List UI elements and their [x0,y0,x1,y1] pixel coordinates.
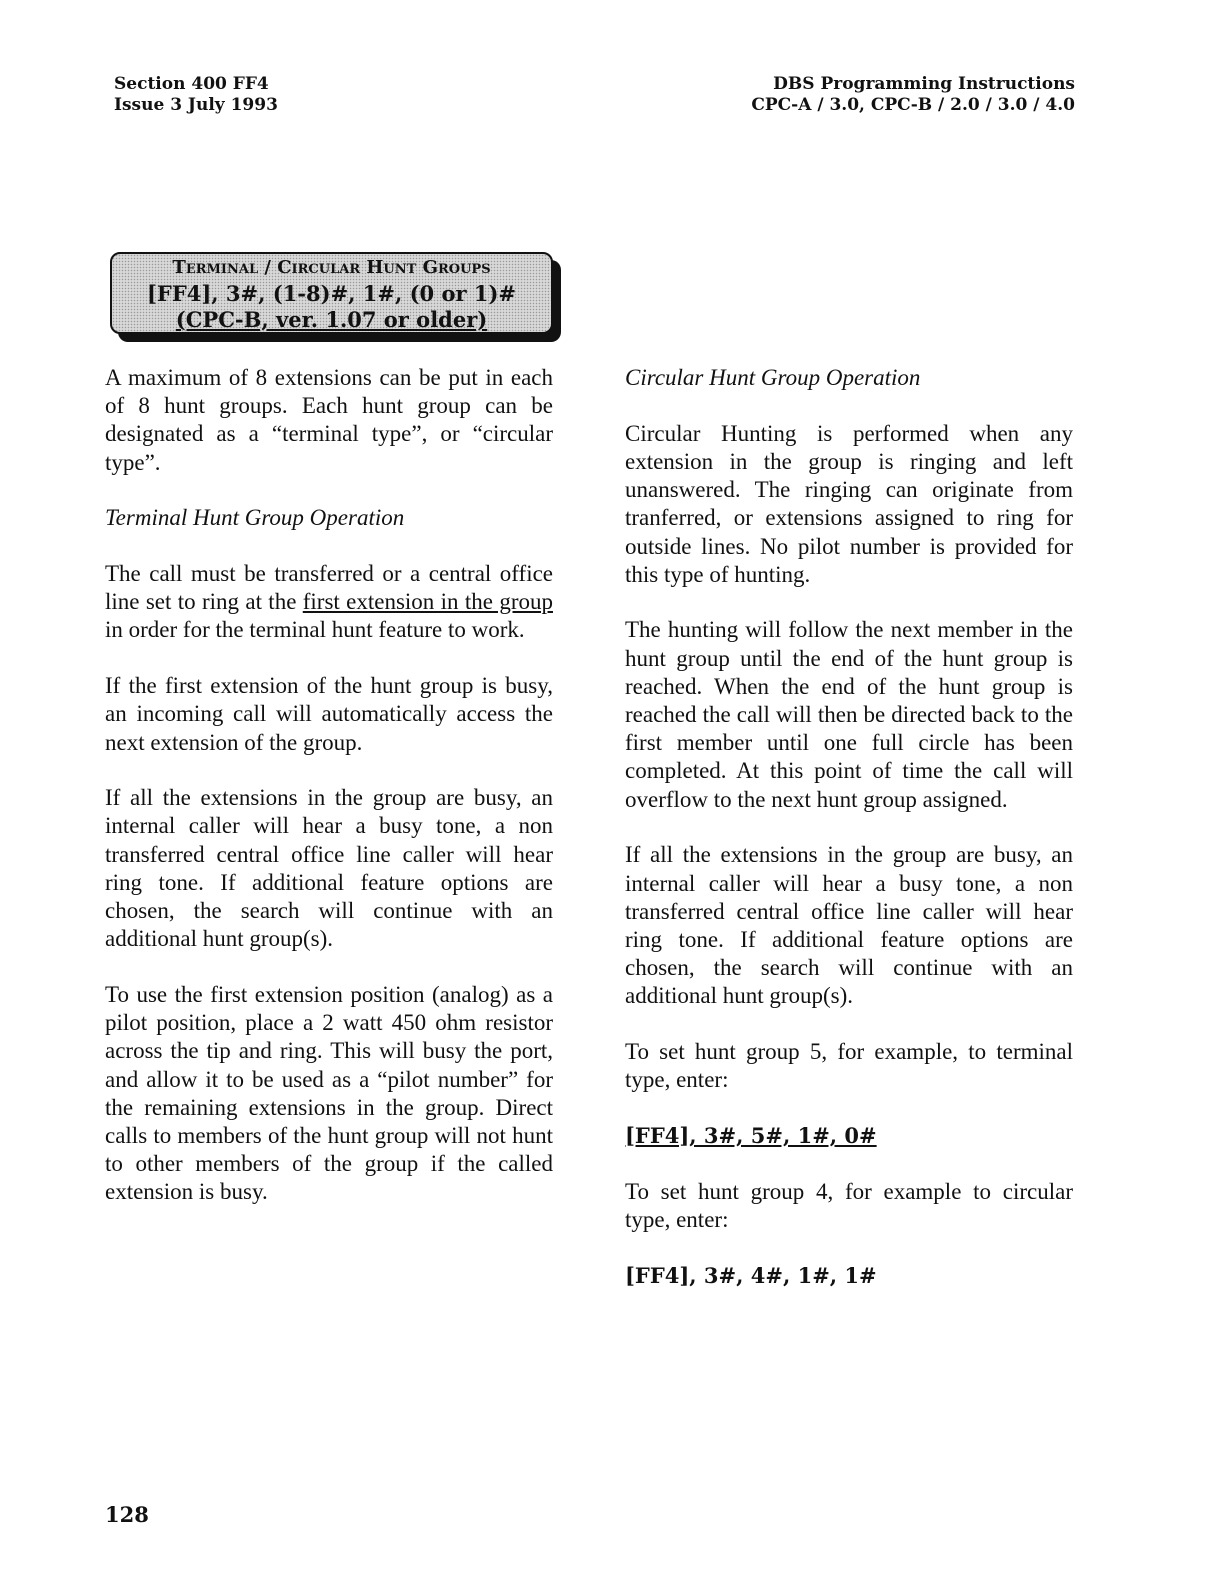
circular-paragraph-3: If all the extensions in the group are busy, an internal caller will hear a busy tone, a non transferred central office line caller will hear ring tone. If additional feature options are chosen, the search will continue with an additional hunt group(s). [625,842,1073,1009]
circular-paragraph-1: Circular Hunting is performed when any extension in the group is ringing and left unanswered. The ringing can originate from tranferred, or extensions assigned to ring for outside lines. No pilot number is provided for this type of hunting. [625,420,1073,587]
example-circular-text: To set hunt group 4, for example to circular type, enter: [625,1178,1073,1232]
intro-paragraph: A maximum of 8 extensions can be put in each of 8 hunt groups. Each hunt group can be designated as a “terminal type”, or “circular type”. [105,365,553,475]
terminal-paragraph-3: If all the extensions in the group are busy, an internal caller will hear a busy tone, a non transferred central office line caller will hear ring tone. If additional feature options are chosen, the search will continue with an additional hunt group(s). [105,785,553,952]
page-number: 128 [105,1502,149,1527]
terminal-hunt-heading: Terminal Hunt Group Operation [105,505,405,531]
left-column [105,364,553,1234]
doc-title: DBS Programming Instructions [773,74,1075,94]
doc-versions: CPC-A / 3.0, CPC-B / 2.0 / 3.0 / 4.0 [751,95,1075,115]
terminal-paragraph-2: If the first extension of the hunt group is busy, an incoming call will automatically access the next extension of the group. [105,673,553,755]
right-column [625,364,1073,1317]
example-terminal-text: To set hunt group 5, for example, to terminal type, enter: [625,1039,1073,1093]
section-label: Section 400 FF4 [114,74,269,94]
title-box-heading: Terminal / Circular Hunt Groups [172,257,491,278]
title-box [110,252,553,334]
circular-hunt-heading: Circular Hunt Group Operation [625,365,921,390]
terminal-p1-end: in order for the terminal hunt feature to work. [105,617,525,643]
header-left [114,74,278,116]
example-circular-command: [FF4], 3#, 4#, 1#, 1# [625,1262,877,1288]
circular-paragraph-2: The hunting will follow the next member in the hunt group until the end of the hunt group is reached. When the end of the hunt group is reached the call will then be directed back to the first member until one full circle has been completed. At this point of time the call will overflow to the next hunt group assigned. [625,617,1073,812]
header-right [700,74,1075,116]
title-box-version: (CPC-B, ver. 1.07 or older) [175,307,488,332]
terminal-paragraph-4: To use the first extension position (analog) as a pilot position, place a 2 watt 450 ohm resistor across the tip and ring. This will busy the port, and allow it to be used as a “pilot number” for the remaining extensions in the group. Direct calls to members of the hunt group will not hunt to other members of the group if the called extension is busy. [105,981,553,1205]
example-terminal-command: [FF4], 3#, 5#, 1#, 0# [625,1122,877,1148]
terminal-paragraph-1 [105,560,553,645]
terminal-p1-underlined: first extension in the group [302,589,553,615]
terminal-p1-start: The call must be transferred or a central office line set to ring at the [105,561,553,615]
issue-date: Issue 3 July 1993 [114,95,278,115]
title-box-command: [FF4], 3#, (1-8)#, 1#, (0 or 1)# [147,281,516,306]
